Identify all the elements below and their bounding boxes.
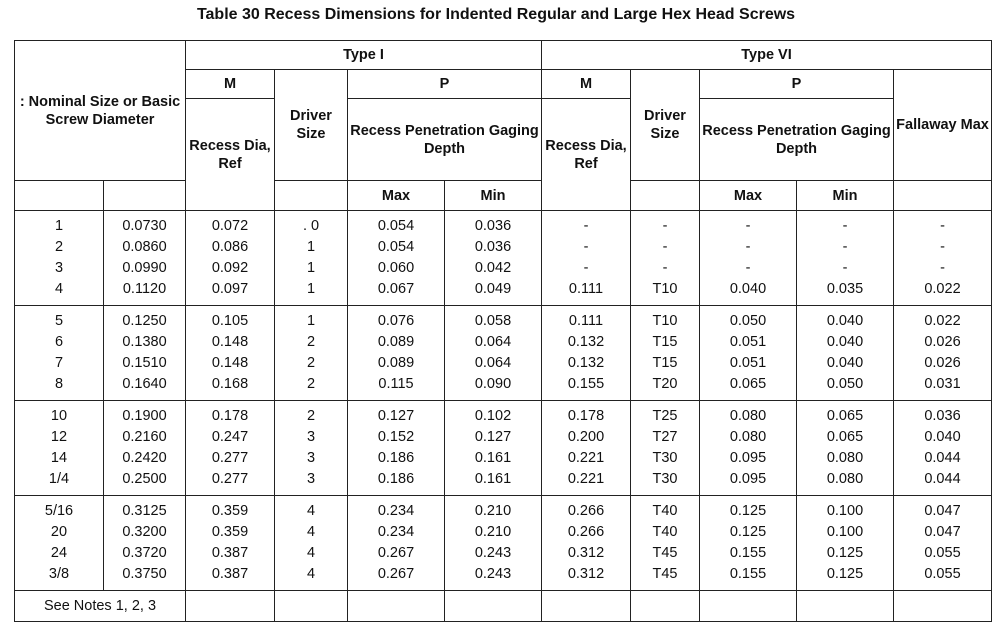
- cell-value: 0.090: [474, 376, 512, 393]
- cell-value: 0.0990: [122, 260, 167, 276]
- cell-value: 14: [50, 450, 68, 466]
- header-type1-max: Max: [348, 181, 445, 211]
- cell-value: 0.148: [211, 355, 249, 371]
- cell-value: 0.095: [729, 450, 767, 466]
- cell-value: 0.089: [377, 333, 415, 350]
- cell-value: 0.312: [567, 566, 605, 583]
- cell-t6-m: [542, 211, 631, 306]
- cell-value: 0.210: [474, 523, 512, 540]
- cell-t1-pmax: [348, 496, 445, 591]
- table-row-group: [15, 211, 992, 306]
- cell-size: [15, 496, 104, 591]
- cell-t1-m: [186, 496, 275, 591]
- cell-value: 0.200: [567, 428, 605, 445]
- cell-value: 3/8: [48, 566, 70, 583]
- cell-value: 0.132: [567, 333, 605, 350]
- cell-value: 0.234: [377, 523, 415, 540]
- cell-value: 0.105: [211, 312, 249, 329]
- table-row-group: [15, 401, 992, 496]
- cell-value: -: [940, 260, 945, 276]
- cell-value: 0.152: [377, 428, 415, 445]
- cell-value: 0.100: [826, 502, 864, 519]
- cell-value: 0.047: [924, 523, 961, 540]
- cell-t1-pmin: [445, 401, 542, 496]
- cell-value: 24: [50, 545, 68, 561]
- cell-value: 0.060: [377, 260, 415, 276]
- cell-t6-m: [542, 401, 631, 496]
- cell-value: 7: [54, 355, 64, 371]
- cell-fallaway: [894, 306, 992, 401]
- cell-value: 2: [54, 238, 64, 255]
- cell-t1-driver: [275, 211, 348, 306]
- cell-value: 0.132: [567, 355, 605, 371]
- cell-value: -: [745, 260, 751, 276]
- cell-value: 0.044: [924, 471, 961, 488]
- cell-dia: [104, 211, 186, 306]
- header-type6-recess-dia: Recess Dia, Ref: [542, 99, 631, 211]
- cell-value: 0.115: [378, 376, 414, 393]
- cell-value: 0.168: [211, 376, 249, 393]
- cell-value: 0.161: [474, 471, 512, 488]
- cell-value: 0.040: [826, 312, 864, 329]
- cell-value: 0.3200: [122, 523, 167, 540]
- cell-value: T30: [652, 471, 678, 488]
- cell-value: -: [940, 217, 945, 234]
- cell-value: 0.1120: [122, 281, 167, 298]
- table-title: Table 30 Recess Dimensions for Indented Regular and Large Hex Head Screws: [196, 6, 796, 23]
- cell-value: -: [745, 217, 751, 234]
- cell-value: 0.247: [211, 428, 249, 445]
- cell-value: 3: [306, 471, 316, 488]
- cell-value: 0.127: [377, 407, 415, 424]
- cell-value: 0.277: [211, 450, 249, 466]
- cell-value: 0.080: [729, 428, 767, 445]
- cell-t1-pmax: [348, 211, 445, 306]
- cell-value: 0.040: [924, 428, 961, 445]
- cell-value: 0.3750: [122, 566, 167, 583]
- cell-value: -: [842, 217, 848, 234]
- cell-fallaway: [894, 401, 992, 496]
- header-type6-p: P: [700, 70, 894, 99]
- cell-value: 1: [54, 217, 64, 234]
- cell-value: 0.040: [826, 333, 864, 350]
- cell-value: T45: [652, 545, 678, 561]
- cell-value: 0.095: [729, 471, 767, 488]
- cell-value: -: [745, 238, 751, 255]
- cell-value: 0.080: [826, 450, 864, 466]
- cell-t1-pmin: [445, 496, 542, 591]
- cell-t1-driver: [275, 401, 348, 496]
- cell-value: 12: [50, 428, 68, 445]
- cell-value: -: [583, 260, 589, 276]
- cell-t1-m: [186, 401, 275, 496]
- cell-t1-m: [186, 306, 275, 401]
- cell-value: 0.3720: [122, 545, 167, 561]
- cell-value: -: [662, 260, 668, 276]
- cell-value: 4: [306, 566, 316, 583]
- cell-value: T25: [652, 407, 678, 424]
- cell-fallaway: [894, 496, 992, 591]
- cell-t6-pmax: [700, 306, 797, 401]
- cell-t6-pmin: [797, 306, 894, 401]
- cell-value: 0.100: [826, 523, 864, 540]
- cell-t6-driver: [631, 306, 700, 401]
- cell-t1-driver: [275, 306, 348, 401]
- cell-value: 3: [306, 428, 316, 445]
- cell-value: 0.051: [729, 333, 767, 350]
- cell-value: -: [842, 260, 848, 276]
- cell-t1-m: [186, 211, 275, 306]
- cell-value: 2: [306, 407, 316, 424]
- cell-t6-pmax: [700, 211, 797, 306]
- cell-t6-m: [542, 306, 631, 401]
- cell-value: 0.054: [377, 217, 415, 234]
- cell-value: T40: [652, 523, 678, 540]
- cell-value: T40: [652, 502, 678, 519]
- cell-value: 0.076: [377, 312, 415, 329]
- cell-value: 0.026: [924, 333, 961, 350]
- header-type-6: Type VI: [542, 41, 992, 70]
- cell-value: 0.031: [924, 376, 961, 393]
- cell-value: 0.050: [826, 376, 864, 393]
- cell-value: 0.2420: [122, 450, 167, 466]
- header-type6-m: M: [542, 70, 631, 99]
- cell-value: T15: [652, 333, 678, 350]
- header-type1-min: Min: [445, 181, 542, 211]
- cell-value: 0.267: [377, 545, 415, 561]
- cell-t6-driver: [631, 401, 700, 496]
- cell-value: -: [662, 217, 668, 234]
- cell-value: T45: [652, 566, 678, 583]
- cell-value: 0.1250: [122, 312, 167, 329]
- cell-value: 2: [306, 355, 316, 371]
- cell-value: 0.0860: [122, 238, 167, 255]
- header-type6-max: Max: [700, 181, 797, 211]
- cell-value: 0.359: [211, 523, 249, 540]
- cell-value: 0.243: [474, 545, 512, 561]
- cell-value: 0.277: [211, 471, 249, 488]
- cell-value: 0.049: [474, 281, 512, 298]
- cell-value: -: [940, 238, 945, 255]
- cell-value: 0.055: [924, 545, 961, 561]
- cell-value: 0.155: [567, 376, 605, 393]
- cell-value: 0.1900: [122, 407, 167, 424]
- cell-value: 0.387: [211, 566, 249, 583]
- header-type1-recess-dia: Recess Dia, Ref: [186, 99, 275, 211]
- cell-value: 0.102: [474, 407, 512, 424]
- cell-value: 1: [306, 312, 316, 329]
- cell-value: 0.035: [826, 281, 864, 298]
- cell-value: 0.243: [474, 566, 512, 583]
- cell-value: 0.111: [568, 312, 604, 329]
- cell-value: 0.1510: [122, 355, 167, 371]
- cell-value: 0.210: [474, 502, 512, 519]
- header-type1-p: P: [348, 70, 542, 99]
- cell-value: 0.026: [924, 355, 961, 371]
- header-type1-m: M: [186, 70, 275, 99]
- cell-value: 3: [54, 260, 64, 276]
- cell-size: [15, 306, 104, 401]
- cell-value: 20: [50, 523, 68, 540]
- cell-value: 0.067: [377, 281, 415, 298]
- table-row-group: [15, 496, 992, 591]
- cell-value: 0.054: [377, 238, 415, 255]
- cell-value: 0.040: [729, 281, 767, 298]
- cell-value: 0.221: [567, 450, 605, 466]
- cell-value: 0.178: [211, 407, 249, 424]
- cell-fallaway: [894, 211, 992, 306]
- cell-value: 0.266: [567, 502, 605, 519]
- cell-value: 0.040: [826, 355, 864, 371]
- cell-value: 4: [306, 523, 316, 540]
- cell-value: 0.064: [474, 355, 512, 371]
- cell-value: 0.036: [474, 238, 512, 255]
- cell-t1-driver: [275, 496, 348, 591]
- cell-value: 0.092: [211, 260, 249, 276]
- cell-dia: [104, 306, 186, 401]
- cell-value: 3: [306, 450, 316, 466]
- header-type6-driver-size: Driver Size: [631, 70, 700, 181]
- cell-value: -: [583, 217, 589, 234]
- cell-value: 0.065: [729, 376, 767, 393]
- cell-value: 5: [54, 312, 64, 329]
- cell-t6-pmin: [797, 211, 894, 306]
- cell-value: T15: [652, 355, 678, 371]
- cell-value: 1: [306, 260, 316, 276]
- cell-value: 0.125: [826, 545, 864, 561]
- header-type1-recess-penetration: Recess Penetration Gaging Depth: [348, 99, 542, 181]
- cell-value: . 0: [302, 217, 320, 234]
- cell-value: 0.267: [377, 566, 415, 583]
- cell-t1-pmax: [348, 306, 445, 401]
- cell-value: 0.125: [826, 566, 864, 583]
- cell-value: 0.125: [729, 523, 767, 540]
- cell-value: 0.2500: [122, 471, 167, 488]
- header-type6-recess-penetration: Recess Penetration Gaging Depth: [700, 99, 894, 181]
- cell-value: 0.1640: [122, 376, 167, 393]
- cell-dia: [104, 401, 186, 496]
- cell-t6-driver: [631, 211, 700, 306]
- header-type-1: Type I: [186, 41, 542, 70]
- cell-value: 0.097: [211, 281, 249, 298]
- cell-value: 0.086: [211, 238, 249, 255]
- cell-value: 0.058: [474, 312, 512, 329]
- cell-value: 4: [54, 281, 64, 298]
- cell-value: T27: [652, 428, 678, 445]
- cell-t1-pmin: [445, 211, 542, 306]
- cell-value: T10: [652, 281, 678, 298]
- cell-value: 0.155: [729, 566, 767, 583]
- cell-t6-pmin: [797, 401, 894, 496]
- cell-value: 0.155: [729, 545, 767, 561]
- cell-size: [15, 401, 104, 496]
- cell-value: 0.036: [474, 217, 512, 234]
- header-fallaway: Fallaway Max: [894, 70, 992, 181]
- cell-value: 0.266: [567, 523, 605, 540]
- header-type1-driver-size: Driver Size: [275, 70, 348, 181]
- cell-t6-pmin: [797, 496, 894, 591]
- cell-value: 2: [306, 333, 316, 350]
- cell-value: 0.2160: [122, 428, 167, 445]
- cell-value: 0.022: [924, 281, 961, 298]
- table-notes: See Notes 1, 2, 3: [15, 591, 186, 622]
- header-type6-min: Min: [797, 181, 894, 211]
- cell-value: 0.065: [826, 428, 864, 445]
- cell-value: 0.186: [377, 471, 415, 488]
- cell-size: [15, 211, 104, 306]
- cell-value: 0.1380: [122, 333, 167, 350]
- cell-value: -: [662, 238, 668, 255]
- cell-value: 1: [306, 281, 316, 298]
- table-row-group: [15, 306, 992, 401]
- cell-value: 4: [306, 545, 316, 561]
- cell-value: 1: [306, 238, 316, 255]
- cell-value: 0.127: [474, 428, 512, 445]
- cell-value: 0.050: [729, 312, 767, 329]
- cell-value: 6: [54, 333, 64, 350]
- cell-value: 5/16: [44, 502, 74, 519]
- cell-value: 0.051: [729, 355, 767, 371]
- cell-value: 0.178: [567, 407, 605, 424]
- cell-value: 0.221: [567, 471, 605, 488]
- cell-value: 0.036: [924, 407, 961, 424]
- cell-value: 8: [54, 376, 64, 393]
- recess-dimensions-table: [14, 40, 992, 622]
- cell-value: 0.072: [211, 217, 249, 234]
- cell-value: 0.064: [474, 333, 512, 350]
- cell-value: 0.161: [474, 450, 512, 466]
- cell-value: 0.022: [924, 312, 961, 329]
- cell-value: 10: [50, 407, 68, 424]
- cell-value: 0.387: [211, 545, 249, 561]
- cell-value: 0.0730: [122, 217, 167, 234]
- cell-dia: [104, 496, 186, 591]
- cell-t1-pmin: [445, 306, 542, 401]
- cell-value: 0.3125: [122, 502, 167, 519]
- cell-value: 0.044: [924, 450, 961, 466]
- cell-t6-m: [542, 496, 631, 591]
- cell-value: 0.312: [567, 545, 605, 561]
- cell-value: 0.186: [377, 450, 415, 466]
- cell-value: 0.042: [474, 260, 512, 276]
- cell-value: 2: [306, 376, 316, 393]
- header-nominal-size: : Nominal Size or Basic Screw Diameter: [15, 41, 186, 181]
- cell-value: T10: [652, 312, 678, 329]
- cell-value: 0.080: [729, 407, 767, 424]
- cell-value: 0.111: [568, 281, 604, 298]
- table-body: [15, 211, 992, 591]
- cell-value: 4: [306, 502, 316, 519]
- cell-value: 0.055: [924, 566, 961, 583]
- cell-value: 0.125: [729, 502, 767, 519]
- cell-value: T30: [652, 450, 678, 466]
- cell-t1-pmax: [348, 401, 445, 496]
- cell-value: 1/4: [48, 471, 70, 488]
- cell-value: 0.359: [211, 502, 249, 519]
- cell-value: 0.234: [377, 502, 415, 519]
- cell-value: 0.089: [377, 355, 415, 371]
- cell-value: 0.080: [826, 471, 864, 488]
- cell-value: 0.148: [211, 333, 249, 350]
- cell-t6-pmax: [700, 401, 797, 496]
- cell-value: 0.065: [826, 407, 864, 424]
- cell-t6-driver: [631, 496, 700, 591]
- cell-value: T20: [652, 376, 678, 393]
- cell-value: 0.047: [924, 502, 961, 519]
- cell-value: -: [842, 238, 848, 255]
- cell-t6-pmax: [700, 496, 797, 591]
- cell-value: -: [583, 238, 589, 255]
